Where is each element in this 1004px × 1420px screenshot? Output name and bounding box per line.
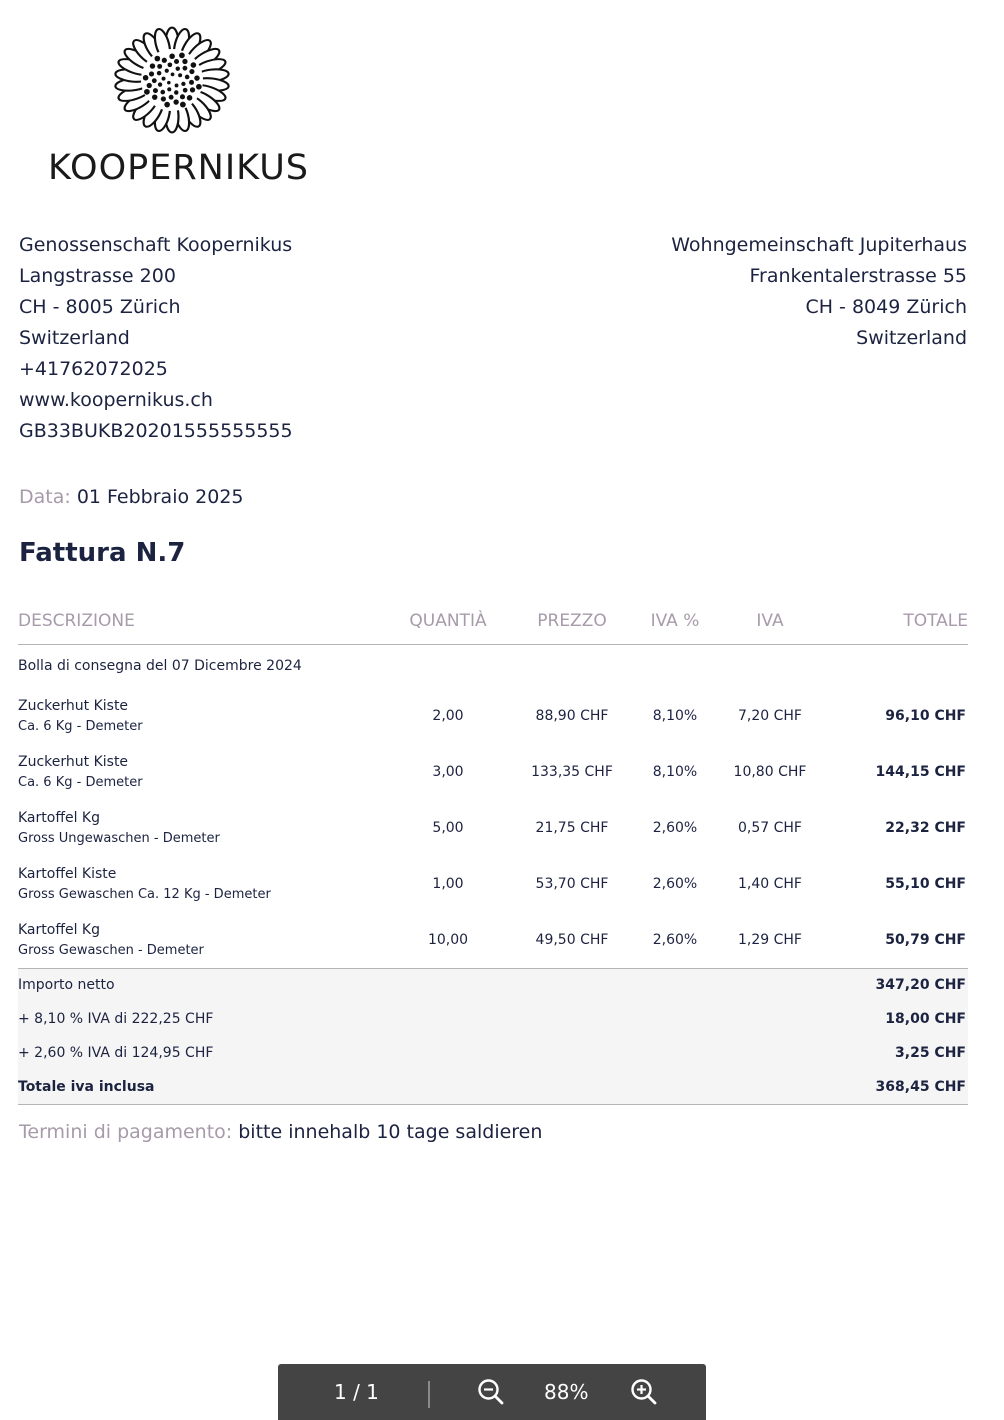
item-name: Zuckerhut Kiste xyxy=(18,698,129,714)
sender-address xyxy=(19,230,293,447)
item-vat: 1,40 CHF xyxy=(738,876,802,892)
zoom-out-button[interactable] xyxy=(477,1378,505,1406)
item-price: 88,90 CHF xyxy=(535,708,609,724)
zoom-in-button[interactable] xyxy=(630,1378,658,1406)
item-detail: Gross Gewaschen - Demeter xyxy=(18,942,204,958)
item-name: Kartoffel Kg xyxy=(18,921,100,938)
sender-street: Langstrasse 200 xyxy=(19,265,176,287)
item-vat-percent: 2,60% xyxy=(652,820,698,836)
table-row xyxy=(18,912,968,968)
item-price: 49,50 CHF xyxy=(535,931,609,948)
summary-vat-high-row xyxy=(18,1002,968,1036)
recipient-address xyxy=(671,230,967,354)
item-vat: 1,29 CHF xyxy=(738,931,802,948)
item-quantity: 1,00 xyxy=(432,876,464,892)
invoice-title: Fattura N.7 xyxy=(19,538,186,568)
summary-total-label: Totale iva inclusa xyxy=(18,1070,836,1104)
summary-vat-low-value: 3,25 CHF xyxy=(836,1036,968,1070)
invoice-table xyxy=(18,598,968,1105)
item-name: Kartoffel Kiste xyxy=(18,866,117,882)
item-total: 22,32 CHF xyxy=(885,820,966,836)
item-total: 50,79 CHF xyxy=(885,931,966,948)
summary-vat-high-label: + 8,10 % IVA di 222,25 CHF xyxy=(18,1002,836,1036)
delivery-note-row xyxy=(18,644,968,688)
item-detail: Gross Gewaschen Ca. 12 Kg - Demeter xyxy=(18,887,271,902)
item-quantity: 10,00 xyxy=(427,931,469,948)
table-row xyxy=(18,688,968,744)
company-logo xyxy=(48,22,308,192)
summary-vat-low-row xyxy=(18,1036,968,1070)
item-vat: 7,20 CHF xyxy=(738,708,802,724)
item-total: 55,10 CHF xyxy=(885,876,966,892)
summary-net-label: Importo netto xyxy=(18,968,836,1002)
table-row xyxy=(18,744,968,800)
item-vat-percent: 8,10% xyxy=(652,708,698,724)
item-detail: Gross Ungewaschen - Demeter xyxy=(18,831,220,846)
table-header-row xyxy=(18,598,968,644)
sender-iban: GB33BUKB20201555555555 xyxy=(19,420,293,442)
table-row xyxy=(18,856,968,912)
summary-vat-high-value: 18,00 CHF xyxy=(836,1002,968,1036)
item-vat-percent: 2,60% xyxy=(652,876,698,892)
item-detail: Ca. 6 Kg - Demeter xyxy=(18,775,143,790)
item-vat-percent: 2,60% xyxy=(652,931,698,948)
summary-net-value: 347,20 CHF xyxy=(836,968,968,1002)
recipient-street: Frankentalerstrasse 55 xyxy=(749,265,967,287)
table-row xyxy=(18,800,968,856)
item-total: 144,15 CHF xyxy=(875,764,966,780)
toolbar-divider xyxy=(428,1381,430,1408)
item-price: 133,35 CHF xyxy=(531,764,613,780)
recipient-country: Switzerland xyxy=(856,327,967,349)
item-price: 53,70 CHF xyxy=(535,876,609,892)
item-name: Kartoffel Kg xyxy=(18,810,100,826)
col-header-total: TOTALE xyxy=(836,598,968,644)
summary-vat-low-label: + 2,60 % IVA di 124,95 CHF xyxy=(18,1036,836,1070)
date-label: Data: xyxy=(19,486,71,508)
col-header-vat: IVA xyxy=(704,598,836,644)
delivery-note-label: Bolla di consegna del 07 Dicembre 2024 xyxy=(18,658,302,675)
item-vat-percent: 8,10% xyxy=(652,764,698,780)
recipient-city: CH - 8049 Zürich xyxy=(805,296,967,318)
item-vat: 10,80 CHF xyxy=(733,764,807,780)
summary-net-row xyxy=(18,968,968,1002)
payment-terms xyxy=(19,1121,542,1143)
payment-terms-label: Termini di pagamento: xyxy=(19,1121,233,1143)
zoom-out-icon xyxy=(477,1378,505,1406)
sender-website: www.koopernikus.ch xyxy=(19,389,213,411)
sunflower-icon xyxy=(98,22,246,138)
zoom-level: 88% xyxy=(544,1380,589,1404)
item-vat: 0,57 CHF xyxy=(738,820,802,836)
item-name: Zuckerhut Kiste xyxy=(18,754,129,770)
item-detail: Ca. 6 Kg - Demeter xyxy=(18,719,143,734)
item-quantity: 2,00 xyxy=(432,708,464,724)
col-header-description: DESCRIZIONE xyxy=(18,598,398,644)
summary-total-row xyxy=(18,1070,968,1104)
pdf-viewer-toolbar xyxy=(278,1364,706,1420)
date-value: 01 Febbraio 2025 xyxy=(76,486,244,508)
col-header-vat-percent: IVA % xyxy=(646,598,704,644)
summary-total-value: 368,45 CHF xyxy=(836,1070,968,1104)
item-quantity: 5,00 xyxy=(432,820,464,836)
page-indicator: 1 / 1 xyxy=(334,1380,379,1404)
sender-city: CH - 8005 Zürich xyxy=(19,296,181,318)
col-header-price: PREZZO xyxy=(498,598,646,644)
payment-terms-value: bitte innehalb 10 tage saldieren xyxy=(238,1121,543,1143)
recipient-name: Wohngemeinschaft Jupiterhaus xyxy=(671,234,967,256)
sender-name: Genossenschaft Koopernikus xyxy=(19,234,293,256)
sender-country: Switzerland xyxy=(19,327,130,349)
col-header-quantity: QUANTIÀ xyxy=(398,598,498,644)
item-quantity: 3,00 xyxy=(432,764,464,780)
item-total: 96,10 CHF xyxy=(885,708,966,724)
zoom-in-icon xyxy=(630,1378,658,1406)
sender-phone: +41762072025 xyxy=(19,358,168,380)
invoice-date xyxy=(19,486,244,508)
item-price: 21,75 CHF xyxy=(535,820,609,836)
company-wordmark: KOOPERNIKUS xyxy=(48,148,310,188)
